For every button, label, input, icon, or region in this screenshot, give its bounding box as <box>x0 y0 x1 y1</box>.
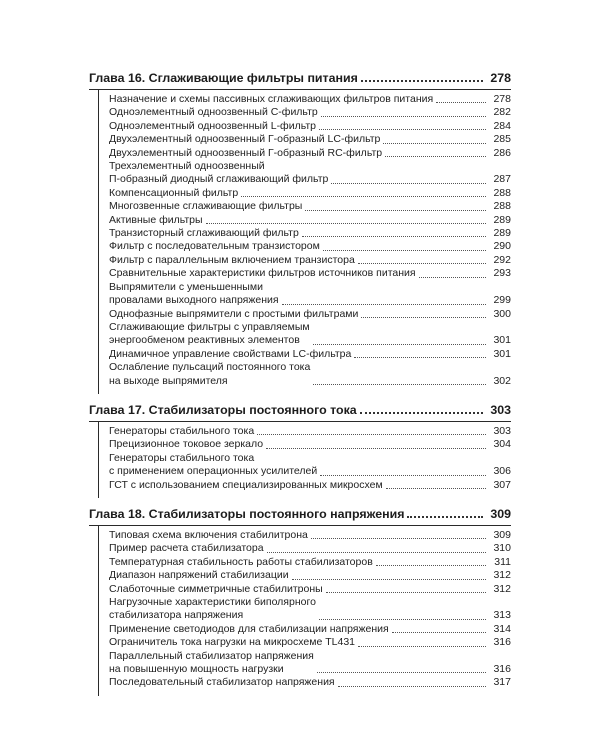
entry-page-number: 292 <box>493 253 511 266</box>
entry-title <box>109 569 289 582</box>
entry-title <box>109 160 328 187</box>
dot-leader <box>358 263 486 264</box>
entry-title-line: провалами выходного напряжения <box>109 294 279 307</box>
dot-leader <box>266 448 486 449</box>
entry-page-number: 288 <box>493 186 511 199</box>
entry-title <box>109 596 316 623</box>
entry-page-number: 300 <box>493 307 511 320</box>
entry-page-number: 307 <box>493 478 511 491</box>
entry-title <box>109 583 323 596</box>
entry-list <box>98 526 511 696</box>
toc-entry[interactable] <box>109 254 511 267</box>
table-of-contents <box>89 62 511 696</box>
entry-page-number: 309 <box>493 528 511 541</box>
entry-page-number: 299 <box>493 294 511 307</box>
entry-page-number: 284 <box>493 119 511 132</box>
dot-leader <box>206 223 486 224</box>
entry-title-line: Генераторы стабильного тока <box>109 424 255 437</box>
toc-entry[interactable] <box>109 187 511 200</box>
toc-entry[interactable] <box>109 596 511 623</box>
entry-title <box>109 623 389 636</box>
entry-title-line: Прецизионное токовое зеркало <box>109 438 264 451</box>
entry-page-number: 278 <box>493 93 511 105</box>
entry-title <box>109 308 358 321</box>
entry-page-number: 303 <box>493 424 511 437</box>
chapter-title: Глава 18. Стабилизаторы постоянного напряжения <box>89 506 405 521</box>
entry-page-number: 288 <box>493 200 511 213</box>
entry-title-line: Применение светодиодов для стабилизации напряжения <box>109 622 389 635</box>
entry-page-number: 287 <box>493 173 511 186</box>
toc-entry[interactable] <box>109 529 511 542</box>
toc-entry[interactable] <box>109 348 511 361</box>
entry-title <box>109 214 203 227</box>
entry-title-line: с применением операционных усилителей <box>109 465 318 478</box>
dot-leader <box>386 488 486 489</box>
entry-title-line: Температурная стабильность работы стабилизаторов <box>109 555 373 568</box>
toc-entry[interactable] <box>109 479 511 492</box>
dot-leader <box>241 196 486 197</box>
toc-entry[interactable] <box>109 133 511 146</box>
entry-title-line: энергообменом реактивных элементов <box>109 334 300 347</box>
entry-page-number: 314 <box>493 622 511 635</box>
dot-leader <box>354 357 486 358</box>
toc-entry[interactable] <box>109 160 511 187</box>
entry-page-number: 317 <box>493 676 511 689</box>
entry-title-line: Нагрузочные характеристики биполярного <box>109 596 316 608</box>
entry-page-number: 312 <box>493 582 511 595</box>
entry-title <box>109 267 416 280</box>
entry-list <box>98 422 511 498</box>
entry-page-number: 301 <box>493 347 511 360</box>
entry-title-line: Динамичное управление свойствами LC-фильтра <box>109 347 352 360</box>
toc-entry[interactable] <box>109 281 511 308</box>
entry-title <box>109 133 380 146</box>
entry-page-number: 286 <box>493 146 511 159</box>
chapter-page-number: 309 <box>490 506 511 521</box>
entry-page-number: 316 <box>493 636 511 649</box>
toc-entry[interactable] <box>109 650 511 677</box>
entry-title <box>109 240 320 253</box>
entry-title <box>109 361 310 388</box>
entry-title <box>109 438 263 451</box>
entry-title <box>109 529 308 542</box>
dot-leader <box>321 116 486 117</box>
toc-entry[interactable] <box>109 623 511 636</box>
entry-page-number: 302 <box>493 374 511 387</box>
entry-title <box>109 321 310 348</box>
entry-title <box>109 120 316 133</box>
chapter-title: Глава 17. Стабилизаторы постоянного тока <box>89 402 357 417</box>
chapter-heading[interactable] <box>89 62 511 90</box>
dot-leader <box>419 277 486 278</box>
dot-leader <box>361 317 486 318</box>
toc-entry[interactable] <box>109 542 511 555</box>
entry-title-line: Сглаживающие фильтры с управляемым <box>109 320 310 333</box>
entry-page-number: 311 <box>494 555 511 568</box>
entry-page-number: 313 <box>493 609 511 622</box>
toc-entry[interactable] <box>109 93 511 106</box>
entry-title-line: Параллельный стабилизатор напряжения <box>109 649 314 662</box>
toc-entry[interactable] <box>109 676 511 689</box>
dot-leader <box>267 552 486 553</box>
dot-leader <box>383 143 486 144</box>
entry-page-number: 301 <box>493 334 511 347</box>
toc-entry[interactable] <box>109 240 511 253</box>
toc-entry[interactable] <box>109 569 511 582</box>
toc-entry[interactable] <box>109 308 511 321</box>
entry-page-number: 290 <box>493 240 511 253</box>
chapter-heading[interactable] <box>89 394 511 422</box>
entry-title <box>109 676 335 689</box>
entry-page-number: 289 <box>493 227 511 240</box>
entry-title-line: Ограничитель тока нагрузки на микросхеме TL431 <box>109 636 355 649</box>
entry-title-line: Пример расчета стабилизатора <box>109 542 264 555</box>
entry-title <box>109 93 433 106</box>
entry-title <box>109 452 317 479</box>
dot-leader <box>358 646 486 647</box>
dot-leader <box>282 304 486 305</box>
entry-title-line: Однофазные выпрямители с простыми фильтрами <box>109 307 359 320</box>
dot-leader <box>385 156 486 157</box>
dot-leader <box>392 632 486 633</box>
dot-leader <box>319 129 486 130</box>
entry-title-line: Двухэлементный одноозвенный Г-образный LC-фильтр <box>109 133 381 146</box>
entry-title <box>109 200 302 213</box>
entry-title-line: ГСТ с использованием специализированных микросхем <box>109 478 383 491</box>
dot-leader <box>313 384 486 385</box>
dot-leader <box>331 183 486 184</box>
chapter-title: Глава 16. Сглаживающие фильтры питания <box>89 71 358 85</box>
toc-entry[interactable] <box>109 556 511 569</box>
dot-leader <box>323 250 486 251</box>
dot-leader <box>436 102 486 103</box>
dot-leader <box>305 210 486 211</box>
entry-title-line: П-образный диодный сглаживающий фильтр <box>109 173 329 186</box>
entry-page-number: 304 <box>493 438 511 451</box>
entry-title <box>109 106 318 119</box>
toc-entry[interactable] <box>109 267 511 280</box>
toc-entry[interactable] <box>109 120 511 133</box>
toc-entry[interactable] <box>109 227 511 240</box>
dot-leader <box>376 565 486 566</box>
chapter-page-number: 278 <box>490 71 511 85</box>
entry-title-line: Назначение и схемы пассивных сглаживающих фильтров питания <box>109 93 434 105</box>
entry-title-line: Фильтр с параллельным включением транзистора <box>109 253 355 266</box>
entry-title <box>109 556 373 569</box>
entry-title <box>109 636 355 649</box>
toc-entry[interactable] <box>109 106 511 119</box>
entry-title <box>109 187 238 200</box>
dot-leader <box>320 475 486 476</box>
entry-title-line: Сравнительные характеристики фильтров источников питания <box>109 267 416 280</box>
toc-entry[interactable] <box>109 583 511 596</box>
entry-title-line: Генераторы стабильного тока <box>109 451 255 464</box>
entry-title <box>109 348 351 361</box>
entry-title-line: Одноэлементный одноозвенный L-фильтр <box>109 119 316 132</box>
entry-title <box>109 147 382 160</box>
entry-page-number: 310 <box>493 542 511 555</box>
dot-leader <box>326 592 486 593</box>
dot-leader <box>302 236 486 237</box>
entry-title <box>109 425 254 438</box>
entry-title-line: Активные фильтры <box>109 213 203 226</box>
entry-title-line: стабилизатора напряжения <box>109 609 244 622</box>
entry-title-line: на повышенную мощность нагрузки <box>109 663 284 676</box>
entry-title-line: Диапазон напряжений стабилизации <box>109 569 289 582</box>
entry-title <box>109 650 314 677</box>
chapter-section <box>89 62 511 394</box>
dot-leader <box>317 672 486 673</box>
dot-leader <box>292 579 486 580</box>
entry-page-number: 306 <box>493 465 511 478</box>
entry-page-number: 285 <box>493 133 511 146</box>
dot-leader <box>407 516 483 518</box>
dot-leader <box>311 538 486 539</box>
entry-title-line: Слаботочные симметричные стабилитроны <box>109 582 323 595</box>
entry-title <box>109 542 264 555</box>
toc-entry[interactable] <box>109 361 511 388</box>
toc-entry[interactable] <box>109 636 511 649</box>
entry-title-line: Ослабление пульсаций постоянного тока <box>109 361 311 374</box>
dot-leader <box>313 344 486 345</box>
entry-page-number: 316 <box>493 663 511 676</box>
entry-title-line: Двухэлементный одноозвенный Г-образный RC-фильтр <box>109 146 383 159</box>
toc-entry[interactable] <box>109 438 511 451</box>
chapter-section <box>89 394 511 498</box>
entry-page-number: 293 <box>493 267 511 280</box>
entry-title <box>109 254 355 267</box>
entry-title <box>109 227 299 240</box>
dot-leader <box>361 80 483 82</box>
entry-title-line: Компенсационный фильтр <box>109 186 239 199</box>
entry-title-line: Типовая схема включения стабилитрона <box>109 528 308 541</box>
toc-entry[interactable] <box>109 214 511 227</box>
dot-leader <box>319 619 486 620</box>
toc-entry[interactable] <box>109 147 511 160</box>
entry-page-number: 289 <box>493 213 511 226</box>
entry-title-line: Фильтр с последовательным транзистором <box>109 240 320 253</box>
entry-page-number: 312 <box>493 569 511 582</box>
toc-entry[interactable] <box>109 425 511 438</box>
toc-entry[interactable] <box>109 321 511 348</box>
entry-page-number: 282 <box>493 106 511 119</box>
toc-entry[interactable] <box>109 200 511 213</box>
entry-title-line: Одноэлементный одноозвенный C-фильтр <box>109 106 318 119</box>
entry-title-line: Трехэлементный одноозвенный <box>109 160 265 173</box>
toc-entry[interactable] <box>109 452 511 479</box>
chapter-heading[interactable] <box>89 498 511 526</box>
chapter-section <box>89 498 511 696</box>
dot-leader <box>360 412 484 414</box>
entry-title <box>109 281 279 308</box>
dot-leader <box>338 686 486 687</box>
entry-title-line: Многозвенные сглаживающие фильтры <box>109 200 303 213</box>
entry-title-line: Последовательный стабилизатор напряжения <box>109 676 335 689</box>
entry-list <box>98 90 511 394</box>
entry-title-line: Выпрямители с уменьшенными <box>109 280 263 293</box>
entry-title-line: на выходе выпрямителя <box>109 374 228 387</box>
entry-title <box>109 479 383 492</box>
chapter-page-number: 303 <box>490 402 511 417</box>
dot-leader <box>257 434 486 435</box>
entry-title-line: Транзисторный сглаживающий фильтр <box>109 227 299 240</box>
